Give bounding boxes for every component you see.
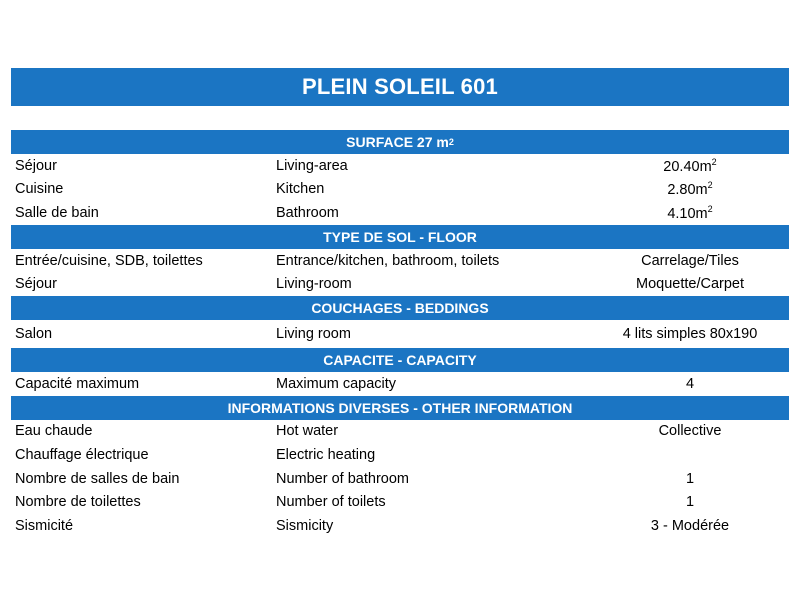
page-title: PLEIN SOLEIL 601 [11,68,789,106]
french-label: Salon [15,325,53,342]
english-label: Living-area [276,157,348,174]
value-text: Moquette/Carpet [635,276,744,293]
value-text: 4 [685,375,695,392]
table-row [11,320,789,348]
value-text: 3 - Modérée [650,517,730,534]
value-text: Collective [658,423,722,440]
table-row [11,249,789,273]
value-cell [591,180,789,198]
french-label: Nombre de toilettes [15,494,141,511]
value-text: 4.10m [667,205,708,222]
french-label: Sismicité [15,517,74,534]
table-row [11,490,789,514]
table-row [11,178,789,202]
french-label: Séjour [15,276,57,293]
section-header-label: SURFACE 27 m [346,134,449,150]
superscript: 2 [448,137,454,147]
french-label: Nombre de salles de bain [15,470,180,487]
value-cell [591,204,789,222]
english-label: Hot water [276,423,339,440]
english-label: Living-room [276,276,352,293]
english-label: Electric heating [276,446,376,463]
section-header-other-information: INFORMATIONS DIVERSES - OTHER INFORMATION [11,396,789,420]
section-header-floor: TYPE DE SOL - FLOOR [11,225,789,249]
superscript: 2 [711,156,717,167]
french-label: Capacité maximum [15,375,140,392]
english-label: Number of toilets [276,494,386,511]
table-row [11,467,789,491]
french-label: Salle de bain [15,204,99,221]
value-text: 1 [685,494,695,511]
table-row [11,154,789,178]
section-header-surface [11,130,789,154]
value-text: 1 [685,470,695,487]
table-row [11,420,789,444]
french-label: Séjour [15,157,57,174]
english-label: Kitchen [276,181,325,198]
english-label: Entrance/kitchen, bathroom, toilets [276,252,500,269]
value-text: Carrelage/Tiles [641,252,739,269]
info-table [11,130,789,538]
table-row [11,272,789,296]
value-text: 2.80m [667,182,708,199]
french-label: Eau chaude [15,423,93,440]
superscript: 2 [707,204,713,215]
french-label: Chauffage électrique [15,446,149,463]
table-row [11,372,789,396]
value-cell [591,157,789,175]
table-row [11,443,789,467]
value-text: 4 lits simples 80x190 [622,325,758,342]
section-header-capacity: CAPACITE - CAPACITY [11,348,789,372]
superscript: 2 [707,180,713,191]
value-text: 20.40m [663,158,712,175]
french-label: Entrée/cuisine, SDB, toilettes [15,252,203,269]
section-header-beddings: COUCHAGES - BEDDINGS [11,296,789,320]
table-row [11,201,789,225]
french-label: Cuisine [15,181,64,198]
english-label: Bathroom [276,204,339,221]
english-label: Maximum capacity [276,375,397,392]
table-row [11,514,789,538]
english-label: Sismicity [276,517,334,534]
english-label: Living room [276,325,351,342]
english-label: Number of bathroom [276,470,409,487]
